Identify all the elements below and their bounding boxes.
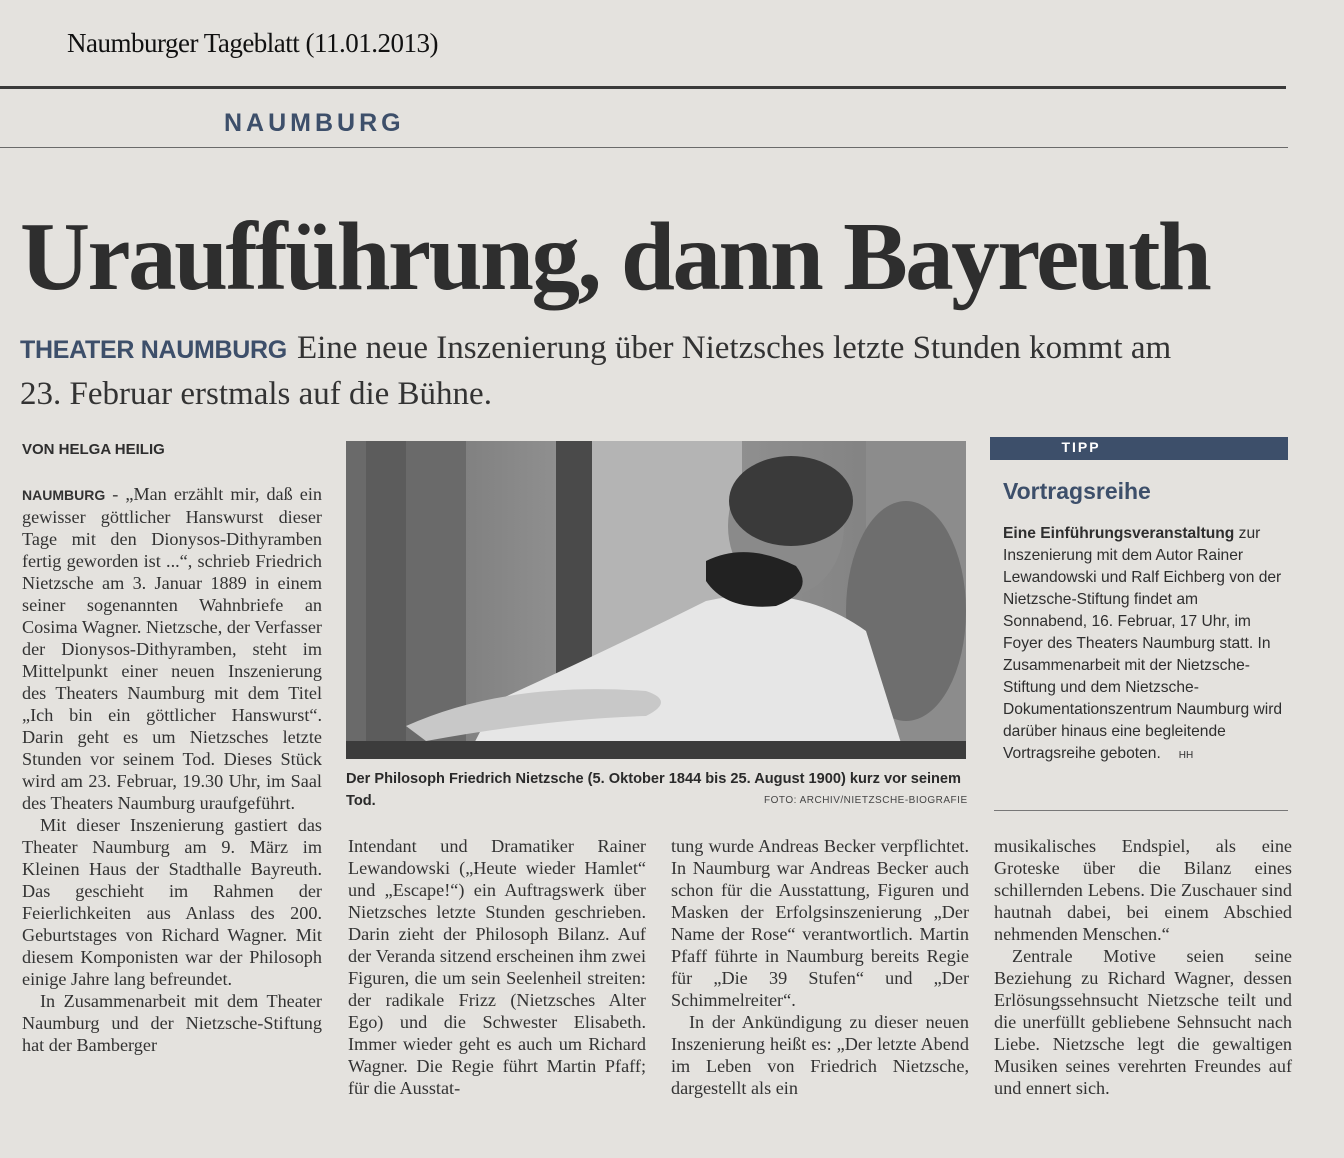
photo-image [346,441,966,759]
tipp-label: TIPP [1061,439,1101,455]
article-column-1 [22,483,322,1056]
headline: Uraufführung, dann Bayreuth [20,203,1210,310]
paragraph: tung wurde Andreas Becker verpflichtet. In Naumburg war Andreas Becker auch schon für die Ausstattung, Figuren und Masken der Erfolgsinszenierung „Der Name der Rose“ verantwortlich. Martin Pfaff führte in Naumburg bereits Regie für „Die 39 Stufen“ und „Der Schimmelreiter“. [671,836,969,1010]
paragraph: musikalisches Endspiel, als eine Groteske über die Bilanz eines schillernden Lebens. Die Zuschauer sind hautnah dabei, bei einem Abschied nehmenden Menschen.“ [994,836,1292,944]
photo-credit: FOTO: ARCHIV/NIETZSCHE-BIOGRAFIE [764,795,968,806]
photo-caption: Der Philosoph Friedrich Nietzsche (5. Oktober 1844 bis 25. August 1900) kurz vor seinem Tod. [346,771,962,809]
subhead [20,326,1210,416]
nietzsche-photo [346,441,966,759]
tipp-title: Vortragsreihe [1003,478,1151,504]
top-rule [0,86,1286,89]
paragraph: In Zusammenarbeit mit dem Theater Naumburg und der Nietzsche-Stiftung hat der Bamberger [22,991,322,1055]
article-column-4 [994,835,1292,1099]
section-rule [0,147,1288,148]
paragraph-text: - „Man erzählt mir, daß ein gewisser göttlicher Hanswurst dieser Tage mit den Dionysos-Dithyramben fertig geworden ist ...“, schrieb Friedrich Nietzsche am 3. Januar 1889 in einem seiner sogenannten Wahnbriefe an Cosima Wagner. Nietzsche, der Verfasser der Dionysos-Dithyramben, steht im Mittelpunkt einer neuen Inszenierung des Theaters Naumburg mit dem Titel „Ich bin ein göttlicher Hanswurst“. Darin geht es um Nietzsches letzte Stunden vor seinem Tod. Dieses Stück wird am 23. Februar, 19.30 Uhr, im Saal des Theaters Naumburg uraufgeführt. [22,484,322,813]
tipp-text: zur Inszenierung mit dem Autor Rainer Lewandowski und Ralf Eichberg von der Nietzsche-Stiftung findet am Sonnabend, 16. Februar, 17 Uhr, im Foyer des Theaters Naumburg statt. In Zusammenarbeit mit der Nietzsche-Stiftung und dem Nietzsche-Dokumentationszentrum Naumburg wird darüber hinaus eine begleitende Vortragsreihe geboten. [1003,525,1283,762]
article-column-2 [348,835,646,1099]
tipp-initials: HH [1178,750,1194,761]
tipp-body [1003,523,1283,767]
paragraph: Zentrale Motive seien seine Beziehung zu Richard Wagner, dessen Erlösungssehnsucht Nietzsche teilt und die unerfüllt gebliebene Sehnsucht nach Liebe. Nietzsche legt die gewaltigen Musiken seines verehrten Freundes auf und ennert sich. [994,946,1292,1098]
paragraph [22,483,322,814]
byline: VON HELGA HEILIG [22,441,165,458]
dateline: NAUMBURG [22,487,106,503]
paragraph: In der Ankündigung zu dieser neuen Inszenierung heißt es: „Der letzte Abend im Leben von Friedrich Nietzsche, dargestellt als ein [671,1012,969,1098]
article-column-3 [671,835,969,1099]
tipp-lead: Eine Einführungsveranstaltung [1003,525,1235,542]
paragraph: Mit dieser Inszenierung gastiert das Theater Naumburg am 9. März im Kleinen Haus der Stadthalle Bayreuth. Das geschieht im Rahmen der Feierlichkeiten aus Anlass des 200. Geburtstages von Richard Wagner. Mit diesem Komponisten war der Philosoph einige Jahre lang befreundet. [22,815,322,989]
kicker: THEATER NAUMBURG [20,336,287,364]
paragraph: Intendant und Dramatiker Rainer Lewandowski („Heute wieder Hamlet“ und „Escape!“) ein Auftragswerk über Nietzsches letzte Stunden geschrieben. Darin zieht der Philosoph Bilanz. Auf der Veranda sitzend erscheinen ihm zwei Figuren, die um sein Seelenheil streiten: der radikale Frizz (Nietzsches Alter Ego) und die Schwester Elisabeth. Immer wieder geht es auch um Richard Wagner. Die Regie führt Martin Pfaff; für die Ausstat- [348,836,646,1098]
source-label: Naumburger Tageblatt (11.01.2013) [67,28,439,58]
subhead-text: Eine neue Inszenierung über Nietzsches letzte Stunden kommt am 23. Februar erstmals auf die Bühne. [20,330,1172,412]
tipp-rule [994,810,1288,811]
section-title: NAUMBURG [224,109,405,137]
